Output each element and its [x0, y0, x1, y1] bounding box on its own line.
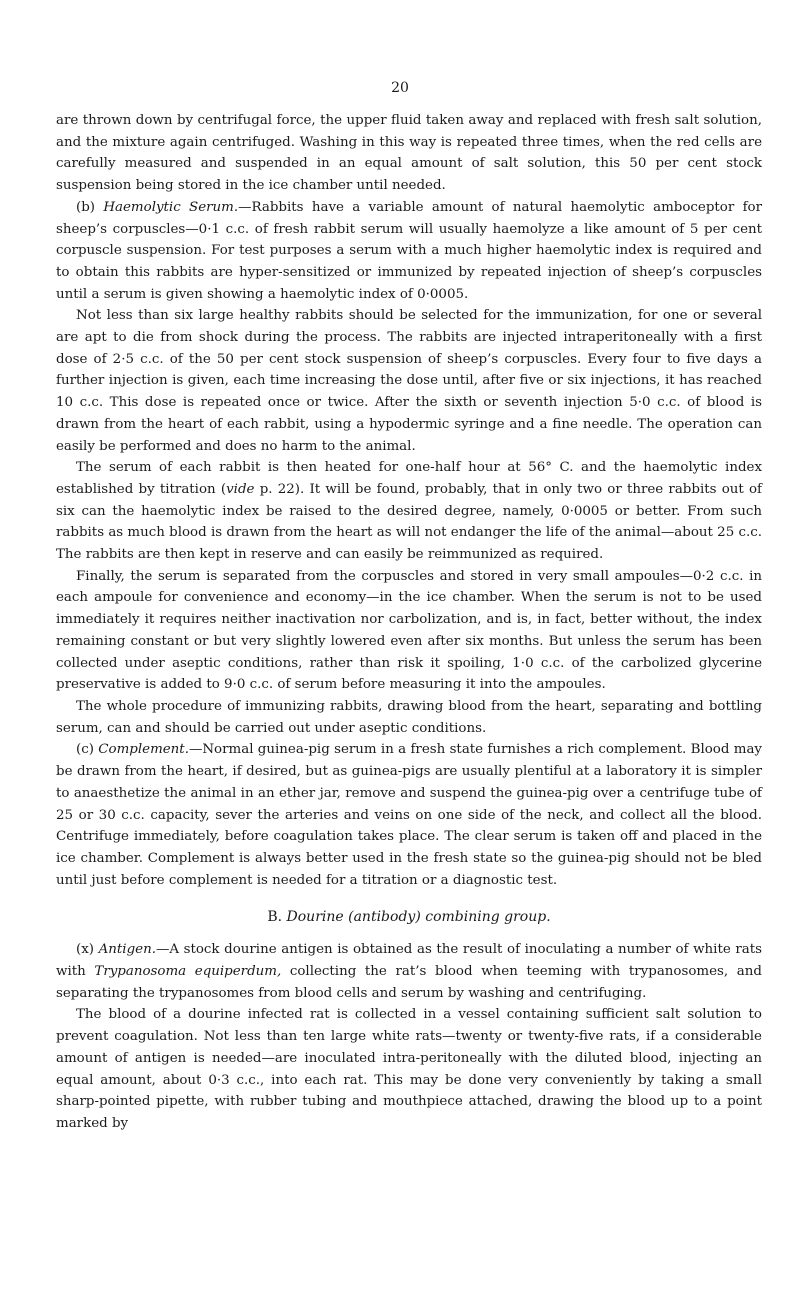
paragraph-text: collecting the rat’s blood when teeming with trypanosomes, and separating the trypanosomes from blood cells and serum by washing and centrifuging.: [56, 964, 762, 1001]
paragraph-text: —A stock dourine antigen is obtained as the result of inoculating a number of white rats with: [56, 942, 762, 980]
paragraph-rat-blood: [56, 1004, 762, 1134]
paragraph-text: The blood of a dourine infected rat is collected in a vessel containing sufficient salt solution to prevent coagulation. Not less than ten large white rats—twenty or twenty-five rats, if a considerable amount of antigen is needed—are inoculated intra-peritoneally with the diluted blood, injecting an equal amount, about 0·3 c.c., into each rat. This may be done very conveniently by taking a small sharp-pointed pipette, with rubber tubing and mouthpiece attached, drawing the blood up to a point marked by: [56, 1007, 762, 1131]
species-name: Trypanosoma equiperdum,: [94, 964, 282, 980]
paragraph-antigen: [56, 939, 762, 1004]
body-text: [56, 110, 762, 1135]
paragraph-ampoules: [56, 566, 762, 696]
paragraph-text: —Rabbits have a variable amount of natural haemolytic amboceptor for sheep’s corpuscles—0·1 c.c. of fresh rabbit serum will usually haemolyze a like amount of 5 per cent corpuscle suspension. For test purposes a serum with a much higher haemolytic index is required and to obtain this rabbits are hyper-sensitized or immunized by repeated injection of sheep’s corpuscles until a serum is given showing a haemolytic index of 0·0005.: [56, 199, 762, 302]
paragraph-serum-heating: [56, 457, 762, 566]
paragraph-complement: [56, 739, 762, 891]
subsection-label: (b): [76, 199, 104, 215]
vide-reference: vide: [226, 481, 255, 497]
paragraph-immunization: [56, 305, 762, 457]
paragraph-haemolytic-serum: [56, 197, 762, 306]
paragraph-text: Not less than six large healthy rabbits should be selected for the immunization, for one or several are apt to die from shock during the process. The rabbits are injected intraperitoneally with a first dose of 2·5 c.c. of the 50 per cent stock suspension of sheep’s corpuscles. Every four to five days a further injection is given, each time increasing the dose until, after five or six injections, it has reached 10 c.c. This dose is repeated once or twice. After the sixth or seventh injection 5·0 c.c. of blood is drawn from the heart of each rabbit, using a hypodermic syringe and a fine needle. The operation can easily be performed and does no harm to the animal.: [56, 308, 762, 454]
paragraph-text: —Normal guinea-pig serum in a fresh state furnishes a rich complement. Blood may be drawn from the heart, if desired, but as guinea-pigs are usually plentiful at a laboratory it is simpler to anaesthetize the animal in an ether jar, remove and suspend the guinea-pig over a centrifuge tube of 25 or 30 c.c. capacity, sever the arteries and veins on one side of the neck, and collect all the blood. Centrifuge immediately, before coagulation takes place. The clear serum is taken off and placed in the ice chamber. Complement is always better used in the fresh state so the guinea-pig should not be bled until just before complement is needed for a titration or a diagnostic test.: [56, 742, 762, 888]
section-letter: B.: [267, 909, 287, 926]
paragraph-text: are thrown down by centrifugal force, the upper fluid taken away and replaced with fresh salt solution, and the mixture again centrifuged. Washing in this way is repeated three times, when the red cells are carefully measured and suspended in an equal amount of salt solution, this 50 per cent stock suspension being stored in the ice chamber until needed.: [56, 113, 762, 194]
section-title: Dourine (antibody) combining group.: [286, 909, 551, 926]
paragraph-text: The serum of each rabbit is then heated for one-half hour at 56° C. and the haemolytic index established by titration (: [56, 460, 762, 497]
paragraph-text: The whole procedure of immunizing rabbits, drawing blood from the heart, separating and bottling serum, can and should be carried out under aseptic conditions.: [56, 698, 762, 736]
paragraph-text: Finally, the serum is separated from the corpuscles and stored in very small ampoules—0·2 c.c. in each ampoule for convenience and economy—in the ice chamber. When the serum is not to be used immediately it requires neither inactivation nor carbolization, and is, in fact, better without, the index remaining constant or but very slightly lowered even after six months. But unless the serum has been collected under aseptic conditions, rather than risk it spoiling, 1·0 c.c. of the carbolized glycerine preservative is added to 9·0 c.c. of serum before measuring it into the ampoules.: [56, 568, 762, 693]
section-heading: [56, 909, 762, 925]
subsection-title: Antigen.: [98, 942, 156, 958]
paragraph-aseptic: [56, 696, 762, 739]
subsection-title: Haemolytic Serum.: [103, 199, 239, 215]
subsection-label: (x): [76, 942, 99, 958]
paragraph-text: p. 22). It will be found, probably, that in only two or three rabbits out of six can the haemolytic index be raised to the desired degree, namely, 0·0005 or better. From such rabbits as much blood is drawn from the heart as will not endanger the life of the animal—about 25 c.c. The rabbits are then kept in reserve and can easily be reimmunized as required.: [56, 481, 763, 563]
page-number: 20: [391, 80, 409, 96]
paragraph-washing: [56, 110, 762, 197]
subsection-label: (c): [76, 742, 99, 758]
subsection-title: Complement.: [98, 742, 189, 758]
